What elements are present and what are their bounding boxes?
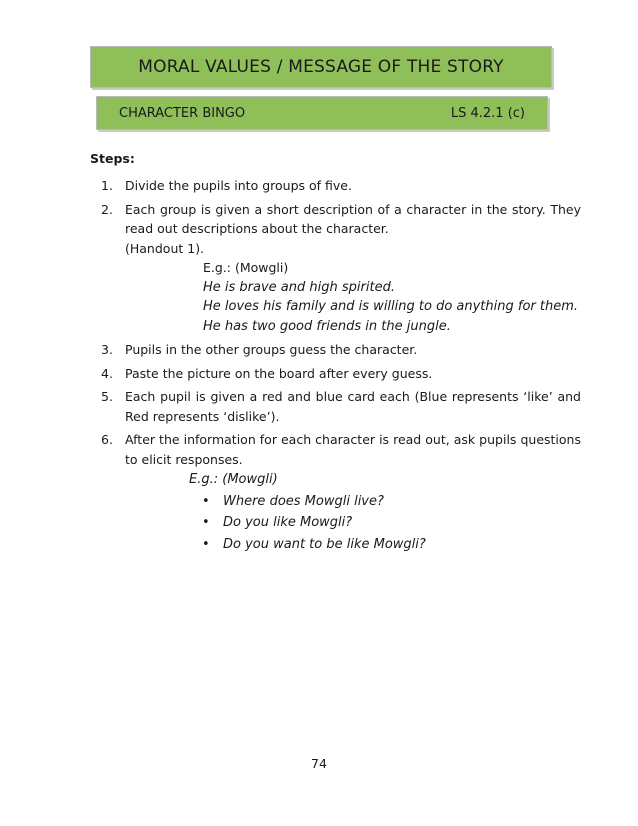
step-item [101,364,581,384]
step-handout-note: (Handout 1). [125,240,205,256]
step-number: 6. [101,432,113,447]
step-number: 4. [101,365,113,381]
bullet-icon: • [202,536,210,552]
title-banner [90,46,552,88]
step-text: Divide the pupils into groups of five. [125,178,352,193]
learning-standard-code: LS 4.2.1 (c) [450,105,525,121]
step-item [101,430,581,554]
step-item [101,200,581,337]
example-label: E.g.: (Mowgli) [189,472,278,487]
step-text: Each pupil is given a red and blue card each (Blue represents ‘like’ and Red represents ‘dislike’). [125,389,581,424]
step-item [101,340,581,360]
steps-heading: Steps: [90,151,135,166]
question-text: Do you want to be like Mowgli? [223,536,426,552]
question-text: Do you like Mowgli? [223,515,353,530]
step-text: Each group is given a short description of a character in the story. They read out descriptions about the character. [125,201,581,236]
step-number: 3. [101,342,113,357]
step-number: 2. [101,201,113,217]
question-text: Where does Mowgli live? [223,493,384,509]
page-title: MORAL VALUES / MESSAGE OF THE STORY [138,57,504,77]
step-text: Pupils in the other groups guess the character. [125,342,418,357]
question-item [125,492,581,512]
question-item [125,513,581,533]
steps-list [101,176,581,558]
example-line: He loves his family and is willing to do anything for them. [203,299,579,314]
step-text: Paste the picture on the board after every guess. [125,365,433,381]
step-number: 5. [101,389,113,404]
example-line: He has two good friends in the jungle. [203,318,451,334]
step-text: After the information for each character is read out, ask pupils questions to elicit responses. [125,432,581,467]
step-number: 1. [101,178,113,193]
activity-name: CHARACTER BINGO [119,105,246,121]
bullet-icon: • [202,515,210,530]
page-number: 74 [311,756,327,771]
bullet-icon: • [202,493,210,509]
example-label: E.g.: (Mowgli) [203,260,289,275]
step-item [101,387,581,426]
activity-banner [96,96,548,130]
step-item [101,176,581,196]
question-item [125,535,581,555]
example-line: He is brave and high spirited. [203,279,395,295]
